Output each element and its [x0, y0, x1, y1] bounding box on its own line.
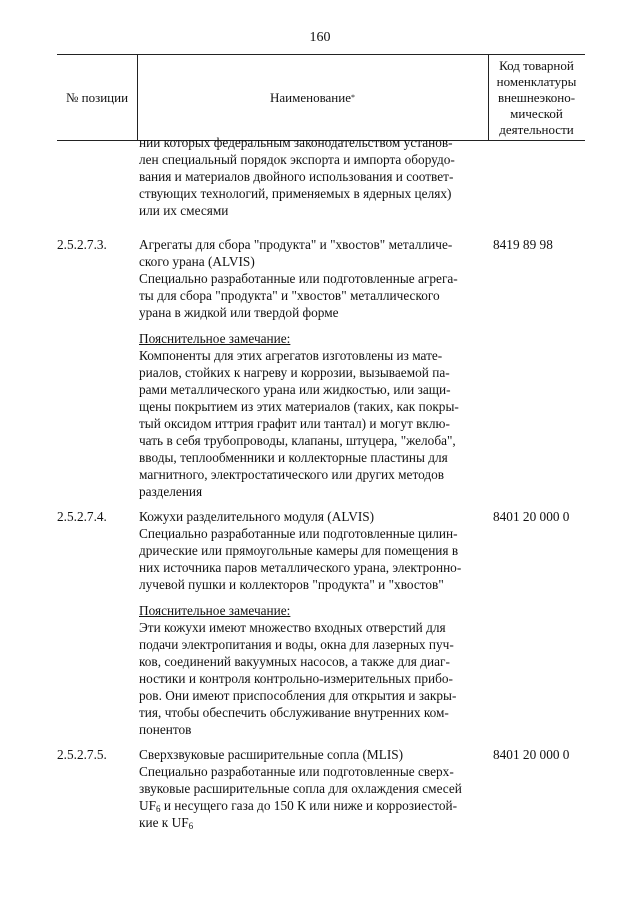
text-line: нии которых федеральным законодательством установ- [139, 135, 453, 150]
entry-code: 8401 20 000 0 [493, 747, 570, 762]
footnote-mark: * [351, 92, 355, 102]
note-line: разделения [139, 484, 203, 499]
text-line: или их смесями [139, 203, 229, 218]
entry-desc-line [139, 814, 484, 831]
entry-text [139, 508, 484, 593]
header-code-line: мической [510, 105, 563, 121]
continuation-text [139, 134, 484, 219]
header-code-line: деятельности [499, 121, 574, 137]
text-line: вания и материалов двойного использования и соответ- [139, 169, 454, 184]
entry-title-line: Сверхзвуковые расширительные сопла (MLIS) [139, 747, 404, 762]
entry-desc-line: дрические или прямоугольные камеры для помещения в [139, 543, 459, 558]
entry-desc-line: Специально разработанные или подготовленные сверх- [139, 764, 454, 779]
note-line: рами металлического урана или жидкостью, или защи- [139, 382, 451, 397]
entry-desc-line: урана в жидкой или твердой форме [139, 305, 339, 320]
text-line: лен специальный порядок экспорта и импорта оборудо- [139, 152, 455, 167]
entry-title-line: Агрегаты для сбора "продукта" и "хвостов" металличе- [139, 237, 453, 252]
note-line: Эти кожухи имеют множество входных отверстий для [139, 620, 446, 635]
note-line: подачи электропитания и воды, окна для лазерных пуч- [139, 637, 454, 652]
note-line: вводы, теплообменники и коллекторные пластины для [139, 450, 448, 465]
note-line: тия, чтобы обеспечить обслуживание внутренних ком- [139, 705, 449, 720]
header-position: № позиции [65, 89, 129, 105]
entry-code: 8401 20 000 0 [493, 509, 570, 524]
formula-subscript: 6 [188, 821, 194, 831]
entry-desc-line: звуковые расширительные сопла для охлаждения смесей [139, 781, 462, 796]
text-line: ствующих технологий, применяемых в ядерных целях) [139, 186, 452, 201]
entry-note [139, 330, 484, 500]
note-line: понентов [139, 722, 192, 737]
entry-position: 2.5.2.7.5. [57, 747, 107, 762]
entry-desc-line: ты для сбора "продукта" и "хвостов" металлического [139, 288, 440, 303]
header-name-label: Наименование [270, 89, 351, 105]
entry-desc-line: лучевой пушки и коллекторов "продукта" и "хвостов" [139, 577, 444, 592]
formula-text: UF [139, 798, 156, 813]
entry-title-line: ского урана (ALVIS) [139, 254, 255, 269]
entry-desc-line [139, 797, 484, 814]
note-line: тый оксидом иттрия графит или тантал) и могут вклю- [139, 416, 450, 431]
header-code-line: номенклатуры [496, 73, 577, 89]
note-line: чать в себя трубопроводы, клапаны, штуцера, "желоба", [139, 433, 456, 448]
note-label: Пояснительное замечание: [139, 603, 291, 618]
note-line: щены покрытием из этих материалов (таких, как покры- [139, 399, 459, 414]
text-fragment: и несущего газа до 150 К или ниже и коррозиестой- [160, 798, 458, 813]
formula-subscript: 6 [156, 804, 161, 814]
header-code-line: внешнеэконо- [497, 89, 576, 105]
entry-text [139, 236, 484, 321]
header-code [488, 55, 585, 140]
header-code-line: Код товарной [499, 57, 574, 73]
note-line: ностики и контроля контрольно-измерительных прибо- [139, 671, 453, 686]
entry-desc-line: них источника паров металлического урана, электронно- [139, 560, 462, 575]
entry-desc-line: Специально разработанные или подготовленные агрега- [139, 271, 458, 286]
entry-note [139, 602, 484, 738]
entry-position: 2.5.2.7.4. [57, 509, 107, 524]
note-line: Компоненты для этих агрегатов изготовлены из мате- [139, 348, 443, 363]
entry-text [139, 746, 484, 831]
text-fragment: кие к UF [139, 815, 189, 830]
note-line: магнитного, электростатического или других методов [139, 467, 445, 482]
page-number: 160 [309, 30, 331, 45]
table-header [57, 54, 585, 141]
entry-position: 2.5.2.7.3. [57, 237, 107, 252]
entry-desc-line: Специально разработанные или подготовленные цилин- [139, 526, 458, 541]
note-line: риалов, стойких к нагреву и коррозии, вызываемой па- [139, 365, 450, 380]
entry-code: 8419 89 98 [493, 237, 553, 252]
header-name [137, 55, 488, 140]
note-line: ров. Они имеют приспособления для открытия и закры- [139, 688, 457, 703]
entry-title-line: Кожухи разделительного модуля (ALVIS) [139, 509, 375, 524]
note-label: Пояснительное замечание: [139, 331, 291, 346]
note-line: ков, соединений вакуумных насосов, а также для диаг- [139, 654, 450, 669]
